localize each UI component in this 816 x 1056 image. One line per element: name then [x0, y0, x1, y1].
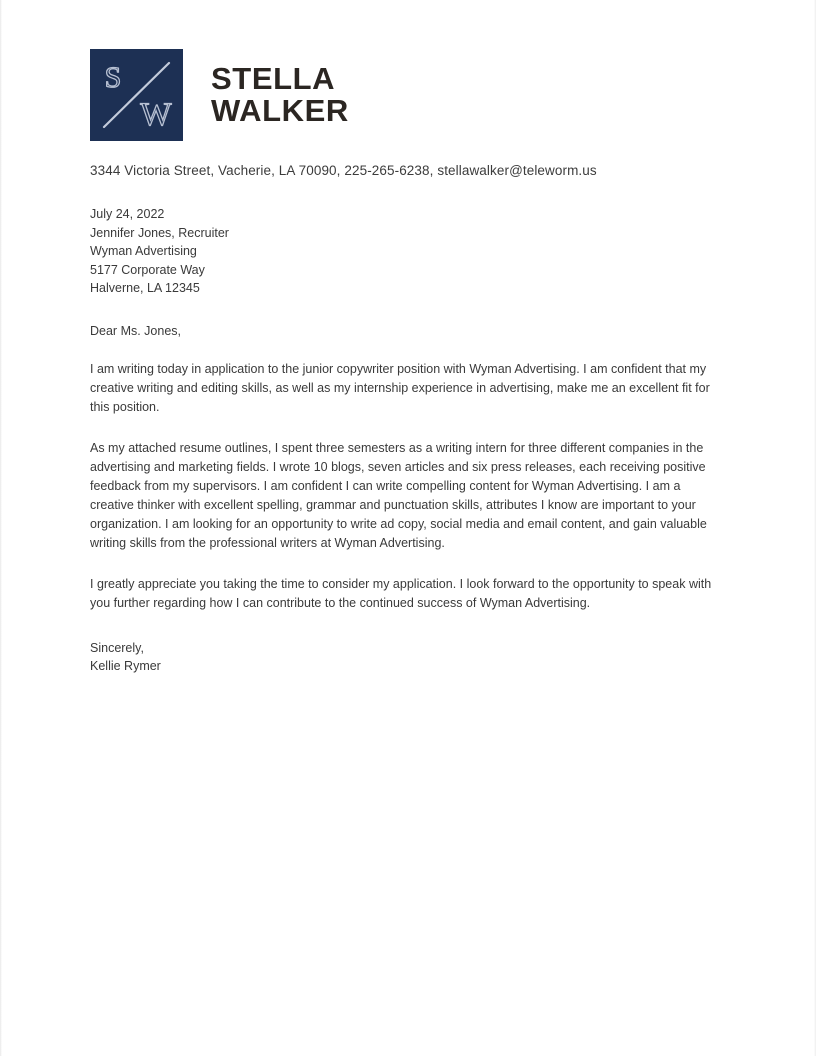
recipient-company: Wyman Advertising [90, 244, 197, 258]
salutation: Dear Ms. Jones, [90, 323, 182, 338]
body-paragraph: I greatly appreciate you taking the time to consider my application. I look forward to the opportunity to speak with you further regarding how I can contribute to the continued success of Wyman Advertising. [90, 576, 712, 610]
svg-text:W: W [140, 97, 172, 133]
applicant-last-name: WALKER [211, 93, 349, 128]
applicant-name [211, 63, 349, 126]
body-paragraph: I am writing today in application to the junior copywriter position with Wyman Advertising. I am confident that my creative writing and editing skills, as well as my internship experience in advertising, make me an excellent fit for this position. [90, 361, 710, 414]
closing-block [90, 639, 722, 676]
letter-date: July 24, 2022 [90, 207, 165, 221]
letter-body [90, 360, 722, 613]
page-edge-left [0, 0, 2, 1056]
body-paragraph: As my attached resume outlines, I spent three semesters as a writing intern for three different companies in the advertising and marketing fields. I wrote 10 blogs, seven articles and six press releases, each receiving positive feedback from my supervisors. I am confident I can write compelling content for Wyman Advertising. I am a creative thinker with excellent spelling, grammar and punctuation skills, attributes I know are important to your organization. I am looking for an opportunity to write ad copy, social media and email content, and gain valuable writing skills from the professional writers at Wyman Advertising. [90, 440, 707, 550]
sw-monogram-logo-icon [90, 49, 183, 141]
recipient-city-state-zip: Halverne, LA 12345 [90, 281, 200, 295]
applicant-first-name: STELLA [211, 61, 336, 97]
recipient-name: Jennifer Jones, Recruiter [90, 225, 229, 240]
letterhead [90, 49, 722, 141]
contact-line: 3344 Victoria Street, Vacherie, LA 70090, 225-265-6238, stellawalker@teleworm.us [90, 163, 597, 178]
recipient-address-block [90, 205, 722, 298]
recipient-street: 5177 Corporate Way [90, 262, 205, 277]
closing-signature: Kellie Rymer [90, 659, 161, 673]
letter-content [90, 49, 722, 676]
svg-text:S: S [104, 61, 122, 94]
closing-valediction: Sincerely, [90, 640, 144, 655]
